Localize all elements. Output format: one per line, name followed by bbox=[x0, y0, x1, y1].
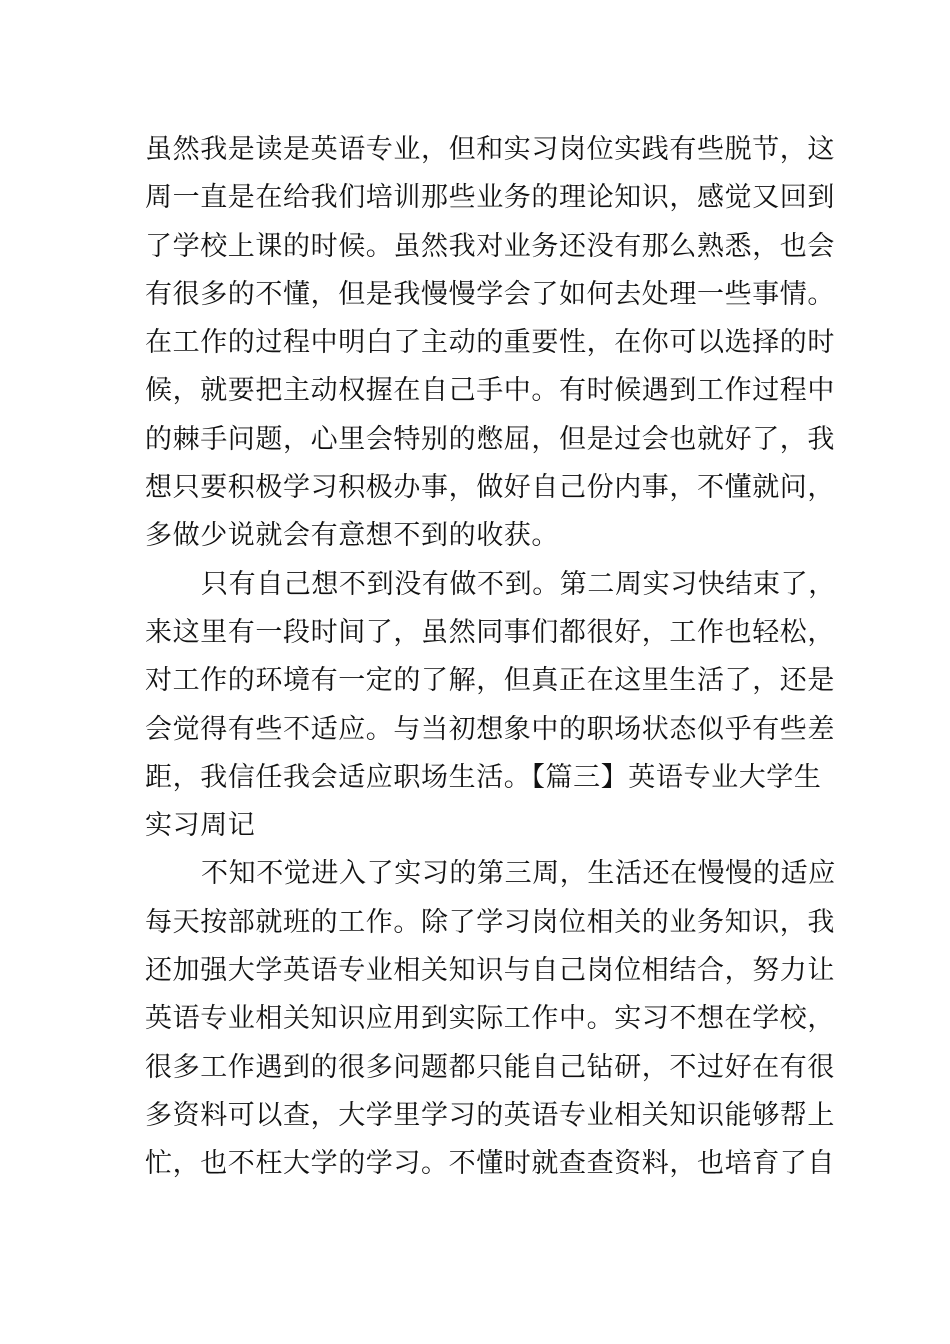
text-line: 多资料可以查，大学里学习的英语专业相关知识能够帮上 bbox=[145, 1099, 835, 1131]
text-line: 在工作的过程中明白了主动的重要性，在你可以选择的时 bbox=[145, 327, 835, 359]
text-line: 多做少说就会有意想不到的收获。 bbox=[145, 520, 559, 552]
text-line: 很多工作遇到的很多问题都只能自己钻研，不过好在有很 bbox=[145, 1051, 835, 1083]
text-line: 英语专业相关知识应用到实际工作中。实习不想在学校， bbox=[145, 1003, 835, 1035]
text-line: 会觉得有些不适应。与当初想象中的职场状态似乎有些差 bbox=[145, 713, 835, 745]
text-line: 不知不觉进入了实习的第三周，生活还在慢慢的适应 bbox=[201, 858, 836, 890]
text-line: 只有自己想不到没有做不到。第二周实习快结束了， bbox=[201, 568, 836, 600]
text-line: 还加强大学英语专业相关知识与自己岗位相结合，努力让 bbox=[145, 955, 835, 987]
paragraph-1 bbox=[145, 126, 835, 561]
text-line: 候，就要把主动权握在自己手中。有时候遇到工作过程中 bbox=[145, 375, 835, 407]
text-line: 了学校上课的时候。虽然我对业务还没有那么熟悉，也会 bbox=[145, 230, 835, 262]
text-line: 距，我信任我会适应职场生活。【篇三】英语专业大学生 bbox=[145, 761, 822, 793]
paragraph-3 bbox=[145, 850, 836, 1188]
text-line: 每天按部就班的工作。除了学习岗位相关的业务知识，我 bbox=[145, 906, 835, 938]
document-body bbox=[145, 126, 836, 1189]
text-line: 有很多的不懂，但是我慢慢学会了如何去处理一些事情。 bbox=[145, 278, 835, 310]
paragraph-2 bbox=[145, 561, 836, 851]
text-line: 的棘手问题，心里会特别的憋屈，但是过会也就好了，我 bbox=[145, 423, 835, 455]
text-line: 虽然我是读是英语专业，但和实习岗位实践有些脱节，这 bbox=[145, 134, 835, 165]
text-line: 周一直是在给我们培训那些业务的理论知识，感觉又回到 bbox=[145, 182, 835, 214]
text-line: 想只要积极学习积极办事，做好自己份内事，不懂就问， bbox=[145, 472, 835, 504]
text-line: 实习周记 bbox=[145, 810, 256, 842]
text-line: 对工作的环境有一定的了解，但真正在这里生活了，还是 bbox=[145, 665, 835, 697]
text-line: 忙，也不枉大学的学习。不懂时就查查资料，也培育了自 bbox=[145, 1148, 835, 1180]
text-line: 来这里有一段时间了，虽然同事们都很好，工作也轻松， bbox=[145, 616, 835, 648]
